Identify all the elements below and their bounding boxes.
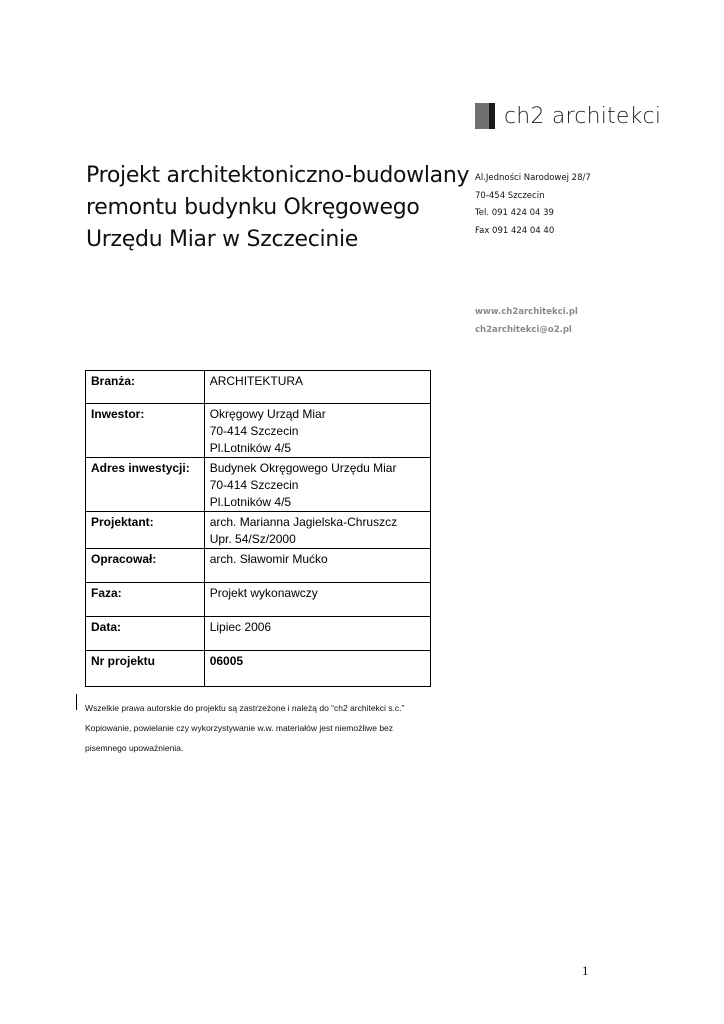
projektant-line: Upr. 54/Sz/2000 xyxy=(209,532,296,546)
adres-line: 70-414 Szczecin xyxy=(209,478,299,492)
opracowal-value: arch. Sławomir Mućko xyxy=(204,549,430,583)
table-row xyxy=(86,512,431,549)
email-link[interactable]: ch2architekci@o2.pl xyxy=(475,324,572,335)
table-row xyxy=(86,549,431,583)
inwestor-line: 70-414 Szczecin xyxy=(209,424,299,438)
data-label: Data: xyxy=(86,617,205,651)
branza-label: Branża: xyxy=(86,371,205,404)
opracowal-label: Opracował: xyxy=(86,549,205,583)
contact-fax: Fax 091 424 04 40 xyxy=(475,225,555,236)
table-row xyxy=(86,651,431,687)
branza-value: ARCHITEKTURA xyxy=(204,371,430,404)
contact-address: Al.Jedności Narodowej 28/7 xyxy=(475,173,591,183)
adres-label: Adres inwestycji: xyxy=(86,458,205,512)
project-info-table xyxy=(85,370,431,687)
logo-text: ch2 architekci xyxy=(504,103,662,129)
contact-city: 70-454 Szczecin xyxy=(475,190,545,201)
page-number: 1 xyxy=(582,963,589,978)
adres-value xyxy=(204,458,430,512)
table-row xyxy=(86,617,431,651)
inwestor-line: Okręgowy Urząd Miar xyxy=(209,407,326,421)
copyright-line: pisemnego upoważnienia. xyxy=(85,743,184,753)
website-link[interactable]: www.ch2architekci.pl xyxy=(475,307,578,317)
table-row xyxy=(86,458,431,512)
projektant-value xyxy=(204,512,430,549)
faza-value: Projekt wykonawczy xyxy=(204,583,430,617)
inwestor-label: Inwestor: xyxy=(86,404,205,458)
projektant-line: arch. Marianna Jagielska-Chruszcz xyxy=(209,515,398,529)
copyright-line: Kopiowanie, powielanie czy wykorzystywanie w.w. materiałów jest niemożliwe bez xyxy=(85,723,394,733)
inwestor-line: Pl.Lotników 4/5 xyxy=(209,441,292,455)
data-value: Lipiec 2006 xyxy=(204,617,430,651)
title-line: Urzędu Miar w Szczecinie xyxy=(86,227,359,252)
logo-mark-icon xyxy=(475,103,495,129)
nr-projektu-value: 06005 xyxy=(204,651,430,687)
company-logo xyxy=(475,103,661,129)
adres-line: Budynek Okręgowego Urzędu Miar xyxy=(209,461,397,475)
table-row xyxy=(86,404,431,458)
title-line: remontu budynku Okręgowego xyxy=(86,195,420,220)
copyright-line: Wszelkie prawa autorskie do projektu są zastrzeżone i należą do “ch2 architekci s.c.” xyxy=(85,703,405,713)
contact-block xyxy=(475,170,591,240)
inwestor-value xyxy=(204,404,430,458)
table-row xyxy=(86,371,431,404)
copyright-notice xyxy=(85,698,404,758)
projektant-label: Projektant: xyxy=(86,512,205,549)
document-title xyxy=(86,160,470,256)
copyright-marker xyxy=(76,694,77,710)
table-row xyxy=(86,583,431,617)
title-line: Projekt architektoniczno-budowlany xyxy=(86,163,470,188)
web-block xyxy=(475,304,578,339)
faza-label: Faza: xyxy=(86,583,205,617)
adres-line: Pl.Lotników 4/5 xyxy=(209,495,292,509)
nr-projektu-label: Nr projektu xyxy=(86,651,205,687)
contact-tel: Tel. 091 424 04 39 xyxy=(475,208,554,218)
